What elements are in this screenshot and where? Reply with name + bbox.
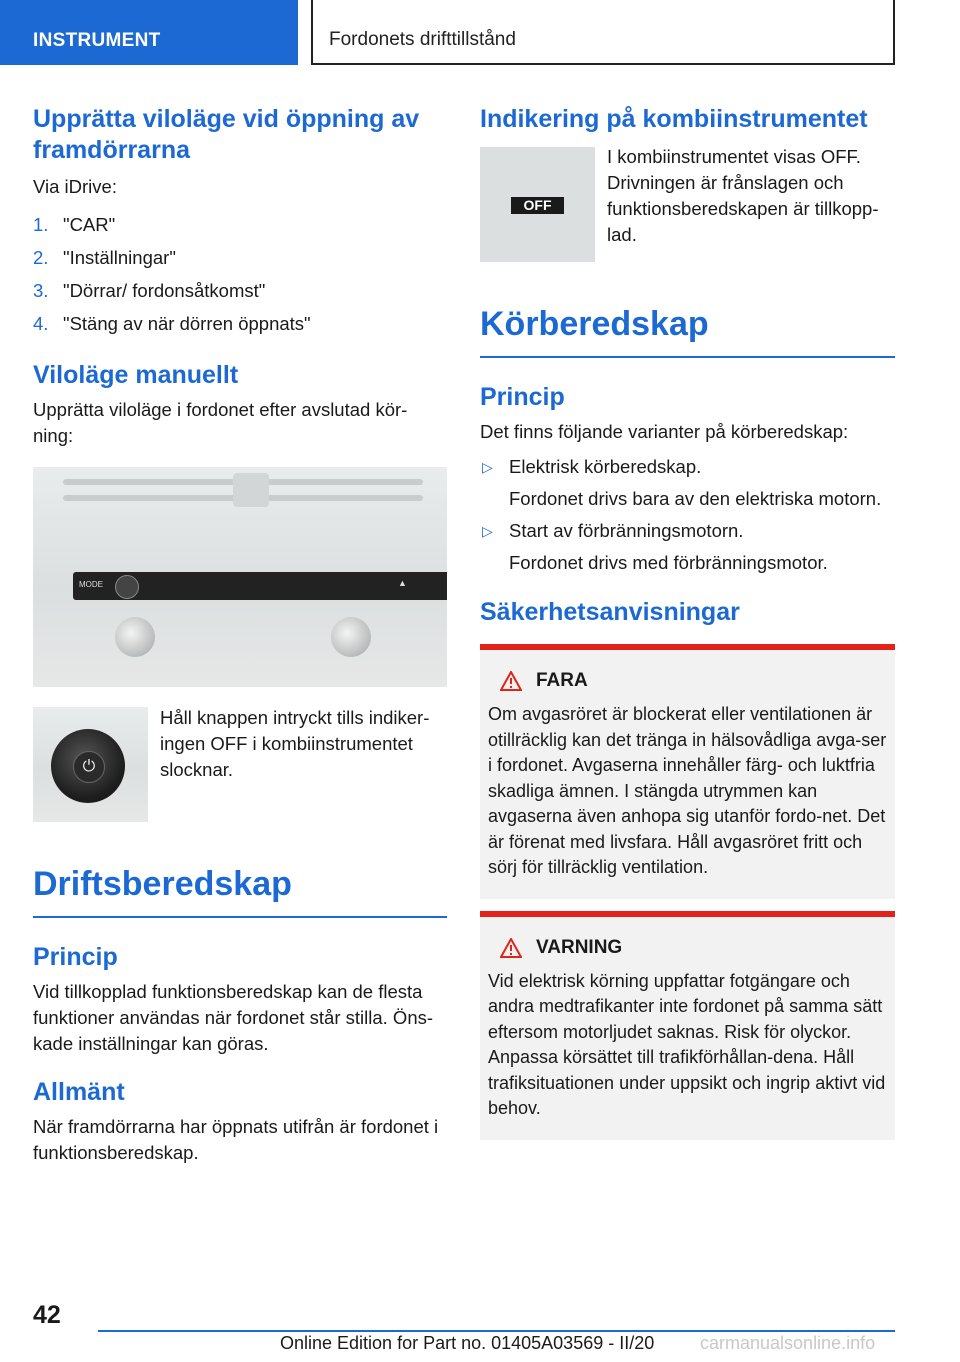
variant-description: Fordonet drivs bara av den elektriska motorn. <box>509 488 882 509</box>
variant-description: Fordonet drivs med förbränningsmotor. <box>509 552 828 573</box>
warning-triangle-icon <box>500 938 522 958</box>
footer-divider <box>98 1330 895 1332</box>
list-item <box>33 274 447 307</box>
off-indicator: OFF <box>511 197 564 214</box>
button-caption: Håll knappen intryckt tills indiker-ingen OFF i kombiinstrumentet slocknar. <box>160 707 430 780</box>
step-number: 4. <box>33 313 49 334</box>
heading-safety: Säkerhetsanvisningar <box>480 598 740 626</box>
warning-text: Vid elektrisk körning uppfattar fotgängare och andra medtrafikanter inte fordonet på samma sätt eftersom motorljudet saknas. Risk för olyckor. Anpassa körsättet till trafikförhållan-dena. Håll trafiksituationen under uppsikt och ingrip aktivt vid behov. <box>488 970 886 1118</box>
heading-drive-ready: Körberedskap <box>480 304 895 358</box>
heading-standby: Driftsberedskap <box>33 864 447 918</box>
heading-sleep-mode-doors: Upprätta viloläge vid öppning av framdörrarna <box>33 105 420 164</box>
radio-panel <box>73 572 447 600</box>
step-number: 1. <box>33 214 49 235</box>
button-instruction <box>33 707 447 822</box>
bullet-triangle-icon: ▷ <box>482 459 493 475</box>
hazard-button <box>233 473 269 507</box>
heading-sleep-mode-manual: Viloläge manuellt <box>33 361 239 389</box>
sleep-mode-manual-text: Upprätta viloläge i fordonet efter avslutad kör-ning: <box>33 399 408 446</box>
power-button-photo <box>33 707 148 822</box>
list-item <box>33 208 447 241</box>
idrive-intro: Via iDrive: <box>33 176 117 197</box>
heading-general: Allmänt <box>33 1078 125 1106</box>
danger-header <box>488 670 887 692</box>
cluster-indicator <box>480 147 895 262</box>
list-item <box>480 451 895 515</box>
mode-label: MODE <box>79 580 103 589</box>
danger-title: FARA <box>536 670 588 691</box>
power-icon: ⏻ <box>73 751 105 783</box>
heading-principle: Princip <box>480 383 565 411</box>
center-console-photo <box>33 467 447 687</box>
step-number: 3. <box>33 280 49 301</box>
warning-title: VARNING <box>536 936 623 958</box>
climate-knob-right <box>331 617 371 657</box>
cluster-indicator-text: I kombiinstrumentet visas OFF. Drivningen är frånslagen och funktionsberedskapen är tillkopp-lad. <box>607 146 879 245</box>
list-item <box>33 241 447 274</box>
off-display-image <box>480 147 595 262</box>
variant-title: Start av förbränningsmotorn. <box>509 520 744 541</box>
general-text: När framdörrarna har öppnats utifrån är fordonet i funktionsberedskap. <box>33 1116 439 1163</box>
warning-header <box>488 937 887 959</box>
warning-triangle-icon <box>500 671 522 691</box>
variant-title: Elektrisk körberedskap. <box>509 456 702 477</box>
power-knob <box>115 575 139 599</box>
step-text: "Inställningar" <box>63 247 176 268</box>
step-text: "CAR" <box>63 214 116 235</box>
section-tab: INSTRUMENT <box>0 0 298 65</box>
danger-text: Om avgasröret är blockerat eller ventilationen är otillräcklig kan det tränga in hälsovådliga avga-ser i fordonet. Avgaserna innehåller färg- och luktfria skadliga ämnen. I stängda utrymmen kan avgaserna även anhopa sig utanför fordo-net. Det är förenat med livsfara. Håll avgasröret fritt och sörj för tillräcklig ventilation. <box>488 704 887 877</box>
climate-knob-left <box>115 617 155 657</box>
step-number: 2. <box>33 247 49 268</box>
warning-box <box>480 911 895 1140</box>
bullet-triangle-icon: ▷ <box>482 523 493 539</box>
list-item <box>480 515 895 579</box>
list-item <box>33 307 447 340</box>
idrive-steps <box>33 208 447 340</box>
right-column <box>480 100 895 1140</box>
eject-icon: ▲ <box>398 578 407 588</box>
step-text: "Stäng av när dörren öppnats" <box>63 313 311 334</box>
edition-note: Online Edition for Part no. 01405A03569 - II/20 <box>280 1333 655 1353</box>
page-number: 42 <box>33 1301 61 1329</box>
chapter-title: Fordonets drifttillstånd <box>311 0 895 65</box>
heading-cluster-indicator: Indikering på kombiinstrumentet <box>480 105 868 133</box>
heading-principle: Princip <box>33 943 118 971</box>
danger-box <box>480 644 895 899</box>
drive-ready-intro: Det finns följande varianter på körberedskap: <box>480 421 849 442</box>
standby-principle-text: Vid tillkopplad funktionsberedskap kan de flesta funktioner användas när fordonet står stilla. Öns-kade inställningar kan göras. <box>33 981 434 1054</box>
left-column <box>33 100 447 1166</box>
step-text: "Dörrar/ fordonsåtkomst" <box>63 280 266 301</box>
drive-ready-variants <box>480 451 895 579</box>
watermark: carmanualsonline.info <box>700 1333 876 1353</box>
